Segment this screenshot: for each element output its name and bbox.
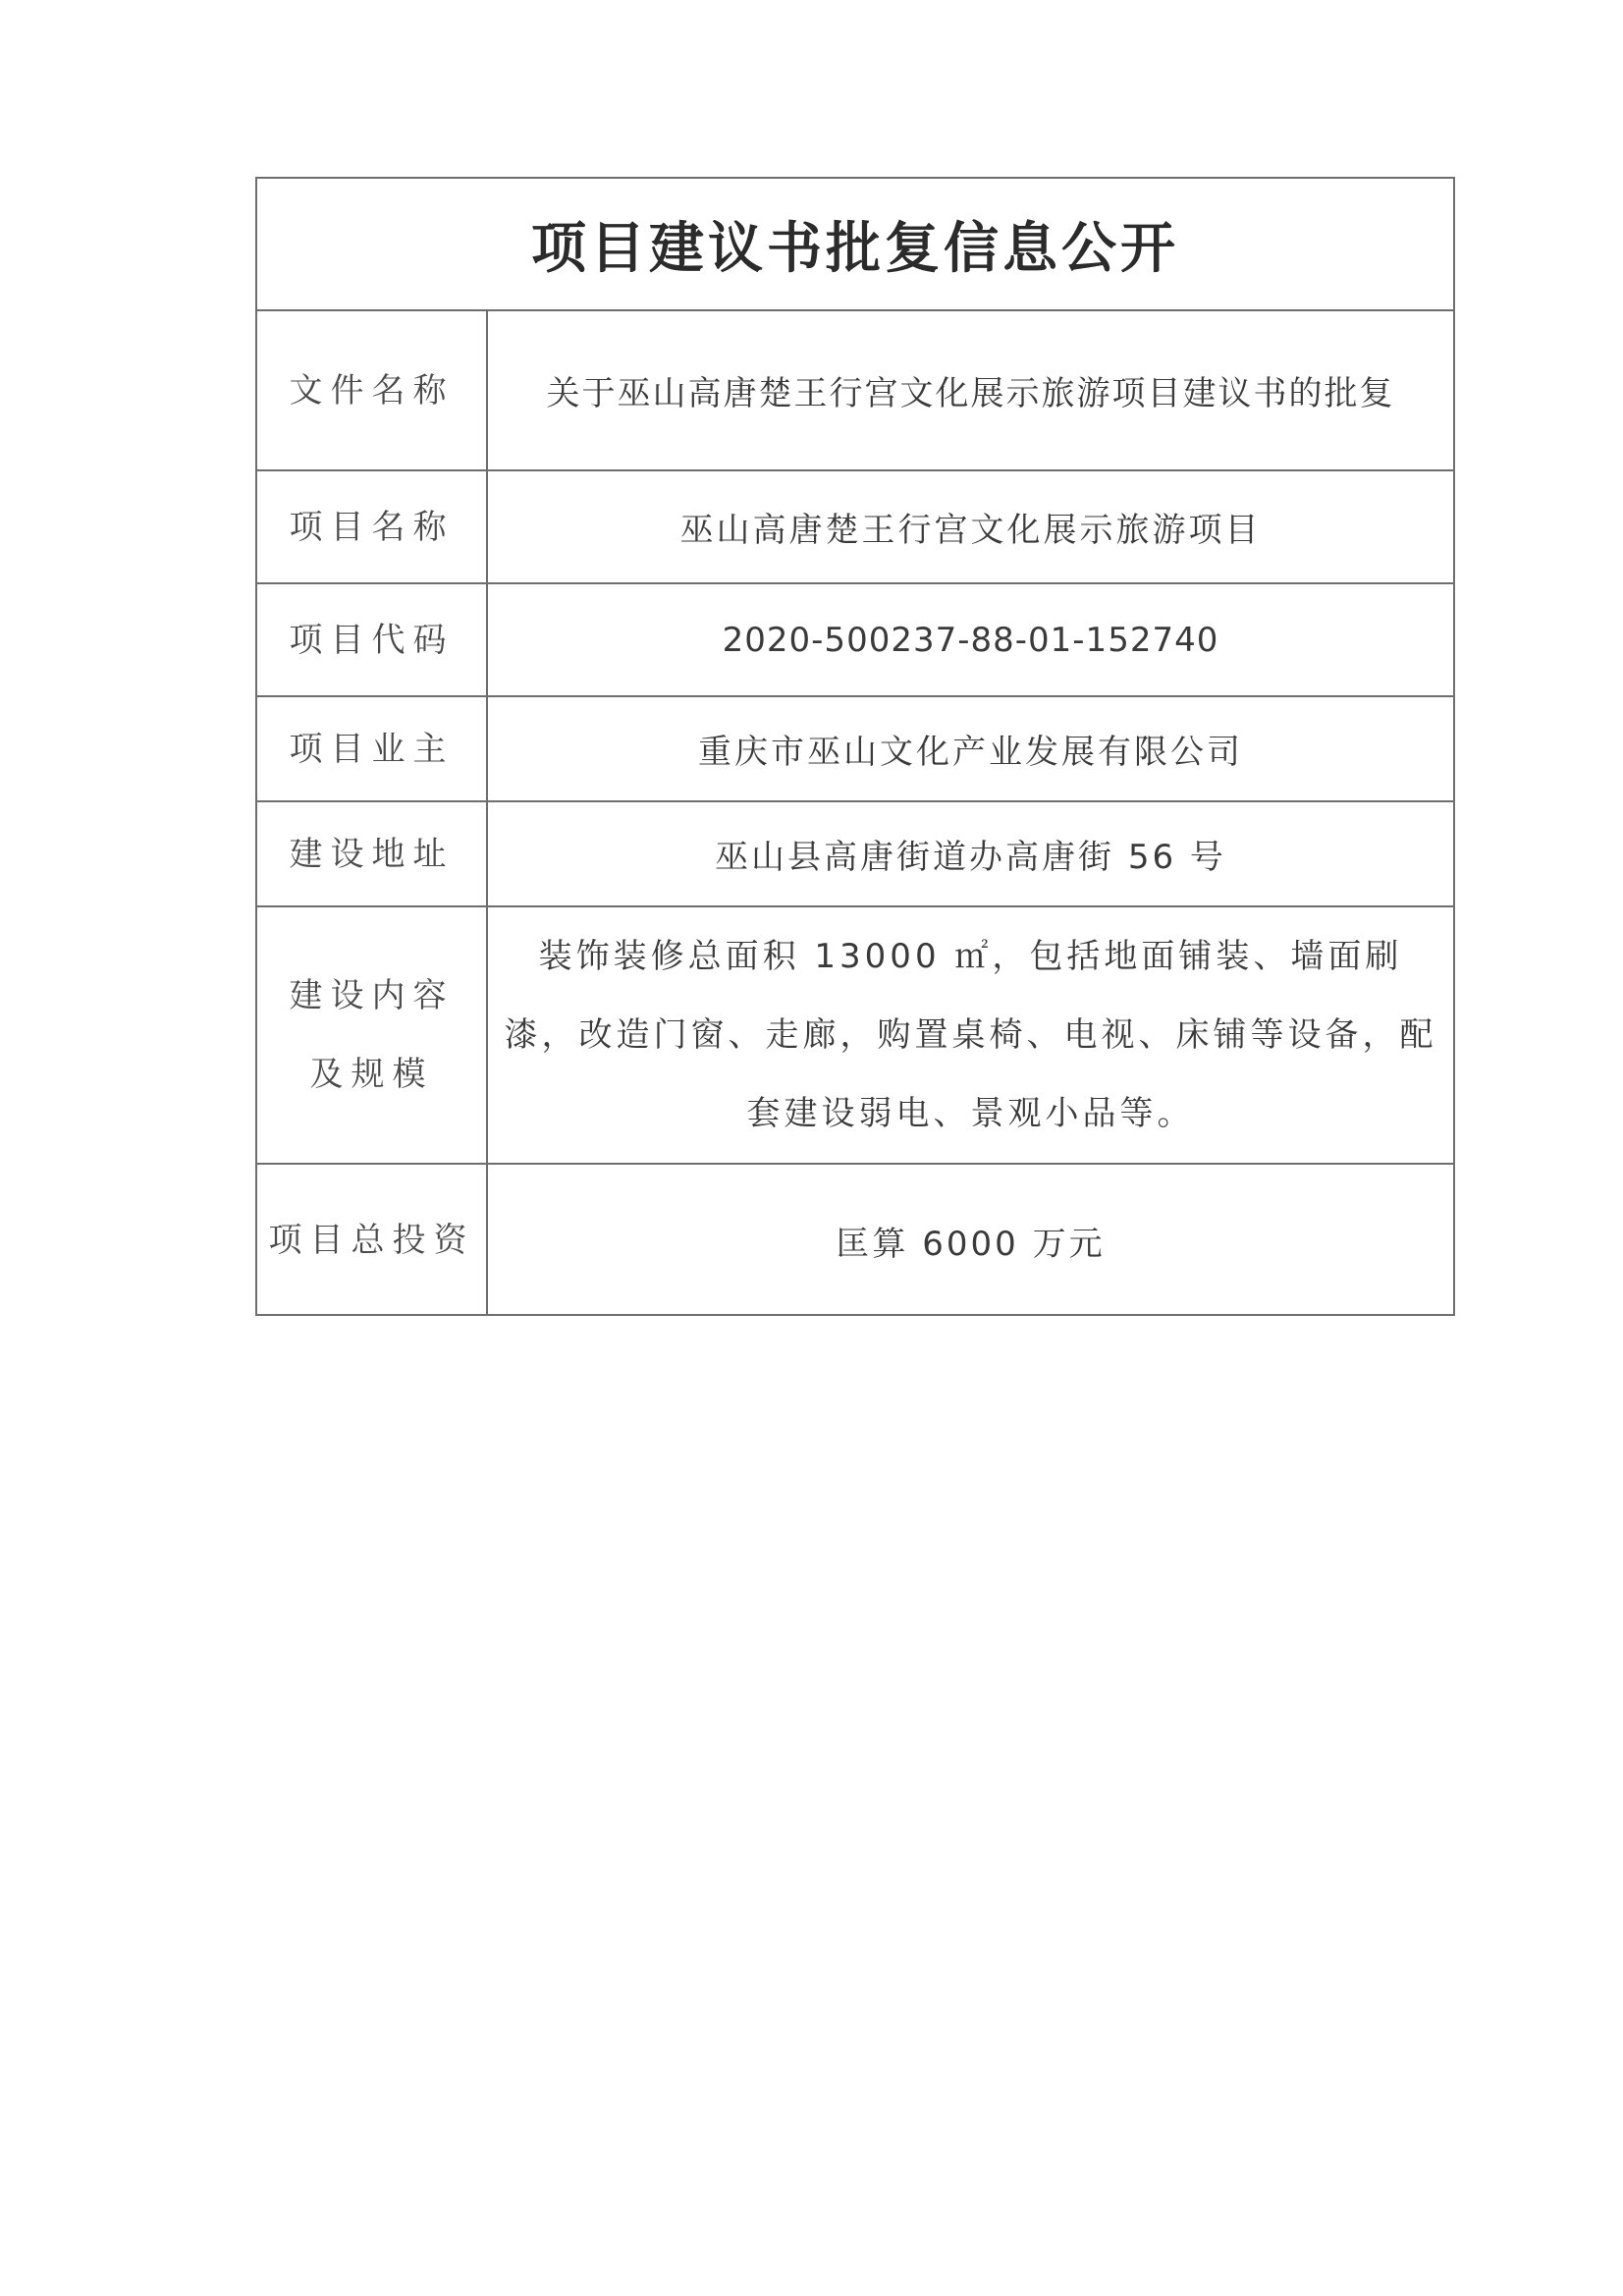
row-value-project-code: 2020-500237-88-01-152740 (722, 620, 1219, 660)
row-value-build-address: 巫山县高唐街道办高唐街 56 号 (715, 838, 1226, 877)
row-label-build-address: 建设地址 (257, 802, 488, 905)
info-table (255, 177, 1455, 1316)
row-value-file-name: 关于巫山高唐楚王行宫文化展示旅游项目建议书的批复 (546, 374, 1395, 413)
table-row (257, 802, 1453, 907)
row-label-total-investment: 项目总投资 (257, 1165, 488, 1316)
row-value-project-name: 巫山高唐楚王行宫文化展示旅游项目 (679, 511, 1262, 550)
row-value-project-owner: 重庆市巫山文化产业发展有限公司 (698, 733, 1243, 772)
row-value-build-scope: 装饰装修总面积 13000 ㎡，包括地面铺装、墙面刷漆，改造门窗、走廊，购置桌椅、电视、床铺等设备，配套建设弱电、景观小品等。 (504, 937, 1437, 1133)
table-row (257, 584, 1453, 697)
row-label-project-code: 项目代码 (257, 584, 488, 695)
table-row (257, 1165, 1453, 1316)
row-value-total-investment: 匡算 6000 万元 (836, 1224, 1106, 1264)
row-label-project-owner: 项目业主 (257, 697, 488, 800)
row-label-project-name: 项目名称 (257, 471, 488, 582)
title-row (257, 179, 1453, 311)
row-label-build-scope-line-1: 建设内容 (289, 976, 455, 1015)
row-label-file-name: 文件名称 (257, 311, 488, 469)
row-label-build-scope-line-2: 及规模 (309, 1055, 434, 1094)
table-row (257, 907, 1453, 1165)
table-row (257, 311, 1453, 471)
row-label-build-scope (257, 907, 488, 1163)
table-row (257, 697, 1453, 802)
page-title: 项目建议书批复信息公开 (531, 215, 1179, 281)
table-row (257, 471, 1453, 584)
